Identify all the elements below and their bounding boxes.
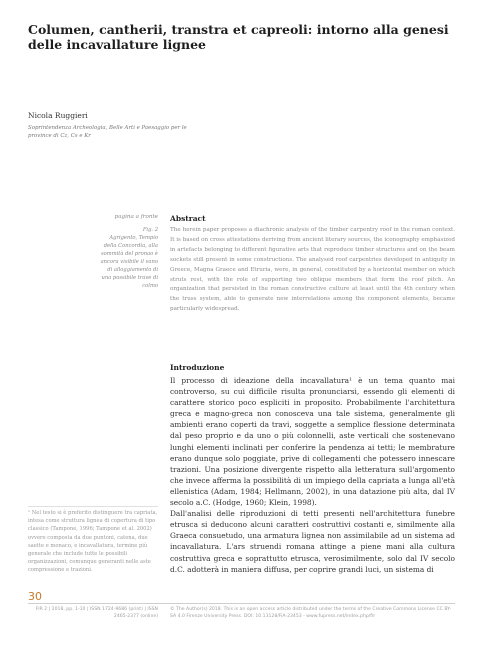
side-page-reference: pagina a fronte — [114, 214, 158, 220]
footer-license: © The Author(s) 2018. This is an open access article distributed under the terms of the Creative Commons License CC BY-SA 4.0 Firenze University Press. DOI: 10.13128/FiA-23453 - www.fupress.net/index.php/fir — [170, 607, 452, 619]
abstract-heading: Abstract — [170, 214, 206, 223]
figure-caption-block — [100, 226, 158, 290]
author-affiliation: Soprintendenza Archeologia, Belle Arti e Paesaggio per le province di Cz, Cs e Kr — [28, 125, 187, 139]
intro-paragraph: Il processo di ideazione della incavallatura¹ è un tema quanto mai controverso, su cui difficile risulta pronunciarsi, essendo gli elementi di carattere storico poco espliciti in proposito. Probabilmente l'architettura greca e magno-greca non conosceva una tale sistema, generalmente gli ambienti erano coperti da travi, soggette a semplice flessione determinata dal peso proprio e da uno o più colonnelli, aste verticali che sostenevano lunghi elementi inclinati per conferire la pendenza ai tetti; le membrature erano dunque solo poggiate, prive di collegamenti che potessero innescare trazioni. Una posizione divergente rispetto alla letteratura sull'argomento che invece afferma la possibilità di un impiego della capriata a lunga all'età ellenistica (Adam, 1984; Hellmann, 2002), in una datazione più alta, dal IV secolo a.C. (Hodge, 1960; Klein, 1998). — [170, 376, 455, 508]
footnote-divider — [28, 506, 158, 507]
intro-paragraph: Dall'analisi delle riproduzioni di tetti presenti nell'architettura funebre etrusca si deducono alcuni caratteri costruttivi costanti e, similmente alla Graeca consuetudo, una armatura lignea non assimilabile ad un sistema ad incavallatura. L'ars struendi romana attinge a piene mani alla cultura costruttiva greca e soprattutto etrusca, verosimilmente, solo dal IV secolo d.C. adotterà in maniera diffusa, per coprire grandi luci, un sistema di — [170, 509, 455, 574]
footer-journal-info: FIR 2 | 2018, pp. 1-10 | ISSN 1724-9686 (print) | ISSN 2465-2377 (online) — [35, 607, 158, 619]
page-number: 30 — [28, 590, 42, 603]
intro-body — [170, 375, 455, 575]
figure-label: Fig. 2 — [142, 227, 158, 233]
author-name: Nicola Ruggieri — [28, 111, 88, 120]
footnote: ¹ Nel testo si è preferito distinguere tra capriata, intesa come struttura lignea di copertura di tipo classico (Tampone, 1996; Tampone et al. 2002) ovvero composta da due puntoni, catena, due saette e monaco, e incavallatura, termine più generale che include tutte le possibili organizzazioni, comunque generanti nelle aste compressione e trazioni. — [28, 510, 158, 574]
article-title: Columen, cantherii, transtra et capreoli: intorno alla genesi delle incavallature lignee — [28, 22, 449, 52]
intro-heading: Introduzione — [170, 363, 225, 372]
figure-caption: Agrigento, Tempio della Concordia, alla sommità del pronao è ancora visibile il vano di alloggiamento di una possibile trave di colmo — [100, 235, 158, 289]
footer-divider — [28, 603, 455, 604]
abstract-text: The herein paper proposes a diachronic analysis of the timber carpentry roof in the roman context. It is based on cross attestations deriving from ancient literary sources, the iconography emphasized in artefacts belonging to different figurative arts that reproduce timber structures and on the beam sockets still present in some constructions. The analysed roof carpentries developed in antiquity in Greece, Magna Graece and Etruria, were, in general, constituted by a horizontal member on which struts rest, with the role of supporting two oblique members that form the roof pitch. An organization that persisted in the roman constructive culture at least until the 4th century when the truss system, able to generate new interrelations among the component elements, became particularly widespread. — [170, 227, 455, 313]
